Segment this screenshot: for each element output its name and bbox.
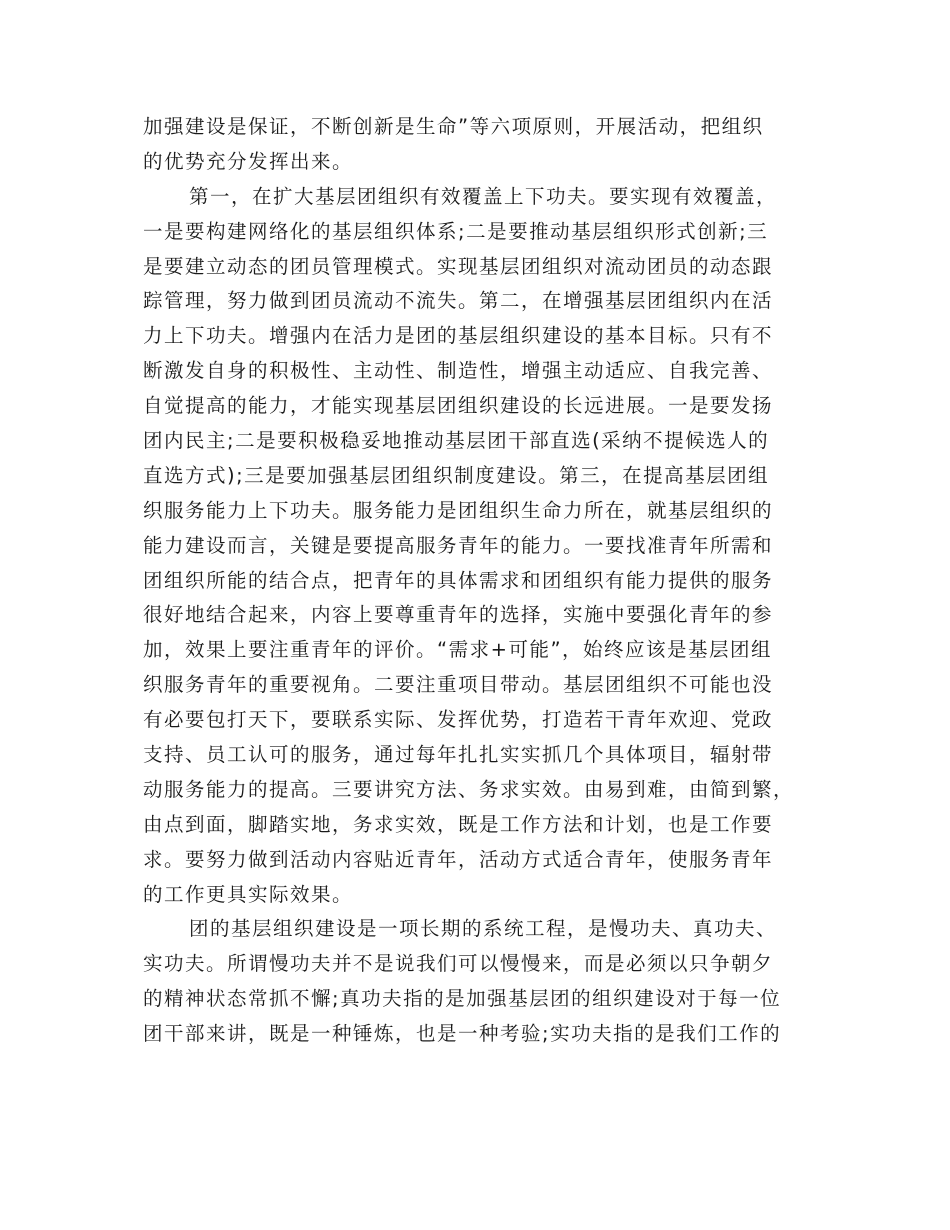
text-line: 织服务能力上下功夫。服务能力是团组织生命力所在，就基层组织的	[143, 498, 774, 522]
text-line: 动服务能力的提高。三要讲究方法、务求实效。由易到难，由简到繁，	[143, 777, 795, 801]
text-line: 直选方式);三是要加强基层团组织制度建设。第三，在提高基层团组	[143, 463, 770, 487]
text-line: 很好地结合起来，内容上要尊重青年的选择，实施中要强化青年的参	[143, 603, 774, 627]
text-line: 踪管理，努力做到团员流动不流失。第二，在增强基层团组织内在活	[143, 289, 774, 313]
text-line: 是要建立动态的团员管理模式。实现基层团组织对流动团员的动态跟	[143, 254, 774, 278]
text-line: 求。要努力做到活动内容贴近青年，活动方式适合青年，使服务青年	[143, 847, 774, 871]
text-line: 断激发自身的积极性、主动性、制造性，增强主动适应、自我完善、	[143, 359, 774, 383]
text-line: 加强建设是保证，不断创新是生命”等六项原则，开展活动，把组织	[143, 115, 764, 138]
text-line: 团内民主;二是要积极稳妥地推动基层团干部直选(采纳不提候选人的	[143, 429, 770, 453]
text-line: 团组织所能的结合点，把青年的具体需求和团组织有能力提供的服务	[143, 568, 774, 592]
body-text	[143, 110, 813, 1052]
text-line: 织服务青年的重要视角。二要注重项目带动。基层团组织不可能也没	[143, 673, 774, 697]
text-line: 一是要构建网络化的基层组织体系;二是要推动基层组织形式创新;三	[143, 219, 769, 243]
text-line: 力上下功夫。增强内在活力是团的基层组织建设的基本目标。只有不	[143, 324, 774, 348]
text-line: 能力建设而言，关键是要提高服务青年的能力。一要找准青年所需和	[143, 533, 774, 557]
text-line: 实功夫。所谓慢功夫并不是说我们可以慢慢来，而是必须以只争朝夕	[143, 952, 774, 976]
text-line: 的优势充分发挥出来。	[143, 149, 354, 173]
text-line: 的工作更具实际效果。	[143, 882, 354, 906]
text-line: 加，效果上要注重青年的评价。“需求+可能”，始终应该是基层团组	[143, 638, 773, 662]
paragraph-first-line: 团的基层组织建设是一项长期的系统工程，是慢功夫、真功夫、	[189, 917, 778, 941]
text-line: 有必要包打天下，要联系实际、发挥优势，打造若干青年欢迎、党政	[143, 708, 774, 732]
text-line: 由点到面，脚踏实地，务求实效，既是工作方法和计划，也是工作要	[143, 812, 774, 836]
text-line: 支持、员工认可的服务，通过每年扎扎实实抓几个具体项目，辐射带	[143, 743, 774, 767]
text-line: 自觉提高的能力，才能实现基层团组织建设的长远进展。一是要发扬	[143, 394, 774, 418]
paragraph-first-line: 第一，在扩大基层团组织有效覆盖上下功夫。要实现有效覆盖，	[189, 184, 778, 208]
text-line: 的精神状态常抓不懈;真功夫指的是加强基层团的组织建设对于每一位	[143, 987, 782, 1011]
text-line: 团干部来讲，既是一种锤炼，也是一种考验;实功夫指的是我们工作的	[143, 1022, 782, 1046]
